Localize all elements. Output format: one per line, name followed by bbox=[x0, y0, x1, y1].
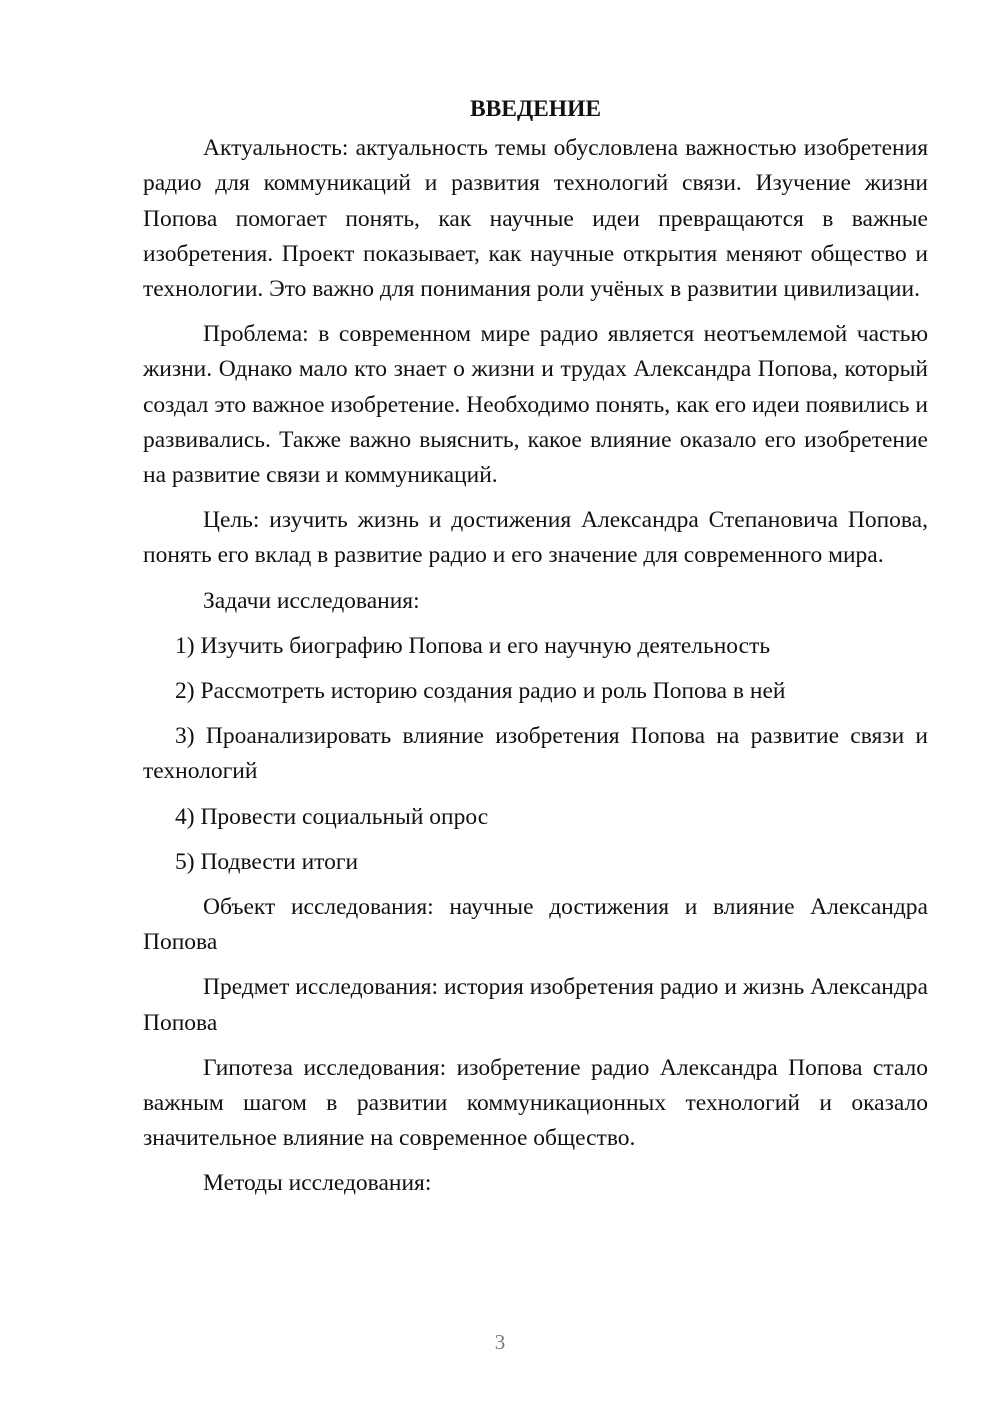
problem-paragraph: Проблема: в современном мире радио является неотъемлемой частью жизни. Однако мало кто знает о жизни и трудах Александра Попова, который создал это важное изобретение. Необходимо понять, как его идеи появились и развивались. Также важно выяснить, какое влияние оказало его изобретение на развитие связи и коммуникаций. bbox=[143, 321, 928, 489]
task-item-1: 1) Изучить биографию Попова и его научную деятельность bbox=[175, 632, 771, 659]
task-item-3: 3) Проанализировать влияние изобретения Попова на развитие связи и технологий bbox=[143, 723, 928, 785]
page-content bbox=[143, 92, 928, 1212]
section-title: ВВЕДЕНИЕ bbox=[469, 96, 602, 122]
task-item-2: 2) Рассмотреть историю создания радио и роль Попова в ней bbox=[175, 678, 786, 705]
object-paragraph: Объект исследования: научные достижения и влияние Александра Попова bbox=[143, 894, 928, 956]
goal-paragraph: Цель: изучить жизнь и достижения Александра Степановича Попова, понять его вклад в развитие радио и его значение для современного мира. bbox=[143, 507, 928, 569]
methods-heading: Методы исследования: bbox=[203, 1170, 432, 1197]
task-item-4: 4) Провести социальный опрос bbox=[175, 803, 489, 830]
subject-paragraph: Предмет исследования: история изобретения радио и жизнь Александра Попова bbox=[143, 974, 928, 1036]
hypothesis-paragraph: Гипотеза исследования: изобретение радио Александра Попова стало важным шагом в развитии коммуникационных технологий и оказало значительное влияние на современное общество. bbox=[143, 1054, 928, 1152]
page-number: 3 bbox=[494, 1330, 506, 1354]
relevance-paragraph: Актуальность: актуальность темы обусловлена важностью изобретения радио для коммуникаций и развития технологий связи. Изучение жизни Попова помогает понять, как научные идеи превращаются в важные изобретения. Проект показывает, как научные открытия меняют общество и технологии. Это важно для понимания роли учёных в развитии цивилизации. bbox=[143, 135, 928, 303]
tasks-heading: Задачи исследования: bbox=[203, 587, 420, 614]
task-item-5: 5) Подвести итоги bbox=[175, 848, 359, 875]
